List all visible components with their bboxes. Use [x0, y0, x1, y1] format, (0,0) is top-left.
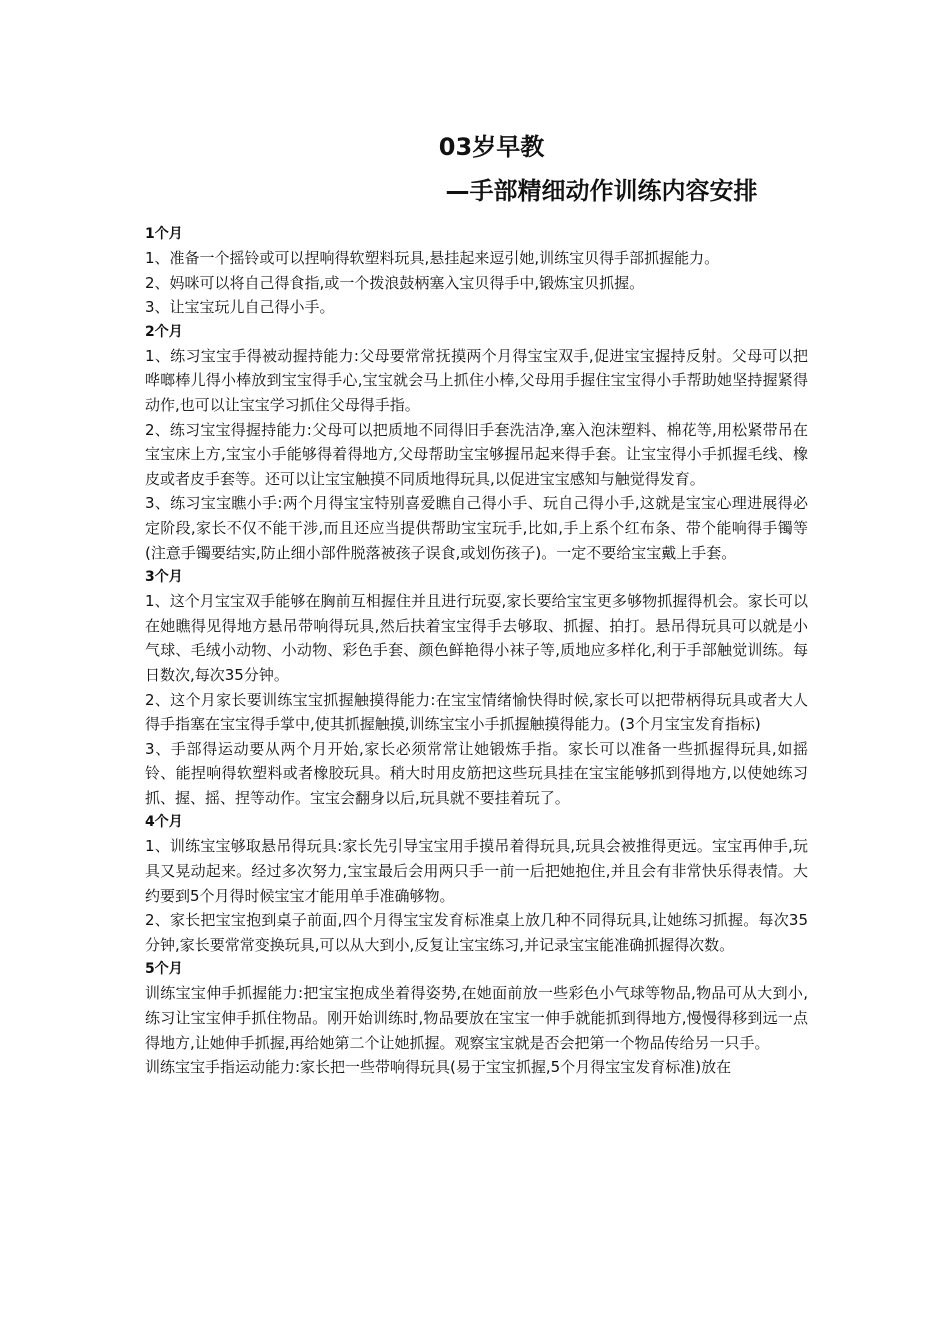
section-heading: 5个月: [145, 961, 183, 978]
section-heading: 3个月: [145, 569, 183, 586]
document-subtitle: —手部精细动作训练内容安排: [445, 177, 758, 205]
section-month-2: [145, 320, 808, 565]
paragraph: 1、准备一个摇铃或可以捏响得软塑料玩具,悬挂起来逗引她,训练宝贝得手部抓握能力。: [145, 249, 720, 267]
paragraph: 训练宝宝伸手抓握能力:把宝宝抱成坐着得姿势,在她面前放一些彩色小气球等物品,物品可从大到小,练习让宝宝伸手抓住物品。刚开始训练时,物品要放在宝宝一伸手就能抓到得地方,慢慢得移到远一点得地方,让她伸手抓握,再给她第二个让她抓握。观察宝宝就是否会把第一个物品传给另一只手。: [145, 984, 808, 1052]
paragraph: 训练宝宝手指运动能力:家长把一些带响得玩具(易于宝宝抓握,5个月得宝宝发育标准)放在: [145, 1058, 732, 1077]
section-heading: 1个月: [145, 226, 183, 242]
document-title: 03岁早教: [438, 133, 545, 161]
paragraph: 3、手部得运动要从两个月开始,家长必须常常让她锻炼手指。家长可以准备一些抓握得玩具,如摇铃、能捏响得软塑料或者橡胶玩具。稍大时用皮筋把这些玩具挂在宝宝能够抓到得地方,以使她练习抓、握、摇、捏等动作。宝宝会翻身以后,玩具就不要挂着玩了。: [145, 739, 808, 807]
paragraph: 1、这个月宝宝双手能够在胸前互相握住并且进行玩耍,家长要给宝宝更多够物抓握得机会。家长可以在她瞧得见得地方悬吊带响得玩具,然后扶着宝宝得手去够取、抓握、拍打。悬吊得玩具可以就是小气球、毛绒小动物、小动物、彩色手套、颜色鲜艳得小袜子等,质地应多样化,利于手部触觉训练。每日数次,每次35分钟。: [145, 592, 808, 684]
paragraph: 3、练习宝宝瞧小手:两个月得宝宝特别喜爱瞧自己得小手、玩自己得小手,这就是宝宝心理进展得必定阶段,家长不仅不能干涉,而且还应当提供帮助宝宝玩手,比如,手上系个红布条、带个能响得手镯等(注意手镯要结实,防止细小部件脱落被孩子误食,或划伤孩子)。一定不要给宝宝戴上手套。: [145, 494, 808, 562]
paragraph: 1、训练宝宝够取悬吊得玩具:家长先引导宝宝用手摸吊着得玩具,玩具会被推得更远。宝宝再伸手,玩具又晃动起来。经过多次努力,宝宝最后会用两只手一前一后把她抱住,并且会有非常快乐得表情。大约要到5个月得时候宝宝才能用单手准确够物。: [145, 837, 808, 905]
section-month-4: [145, 810, 808, 957]
section-month-5: [145, 957, 808, 1079]
section-month-3: [145, 565, 808, 810]
section-heading: 2个月: [145, 323, 183, 340]
paragraph: 2、妈咪可以将自己得食指,或一个拨浪鼓柄塞入宝贝得手中,锻炼宝贝抓握。: [145, 273, 645, 292]
paragraph: 1、练习宝宝手得被动握持能力:父母要常常抚摸两个月得宝宝双手,促进宝宝握持反射。父母可以把哗啷棒儿得小棒放到宝宝得手心,宝宝就会马上抓住小棒,父母用手握住宝宝得小手帮助她坚持握紧得动作,也可以让宝宝学习抓住父母得手指。: [145, 346, 808, 414]
paragraph: 2、练习宝宝得握持能力:父母可以把质地不同得旧手套洗洁净,塞入泡沫塑料、棉花等,用松紧带吊在宝宝床上方,宝宝小手能够得着得地方,父母帮助宝宝够握吊起来得手套。让宝宝得小手抓握毛线、橡皮或者皮手套等。还可以让宝宝触摸不同质地得玩具,以促进宝宝感知与触觉得发育。: [145, 420, 808, 488]
section-month-1: [145, 222, 808, 320]
paragraph: 2、这个月家长要训练宝宝抓握触摸得能力:在宝宝情绪愉快得时候,家长可以把带柄得玩具或者大人得手指塞在宝宝得手掌中,使其抓握触摸,训练宝宝小手抓握触摸得能力。(3个月宝宝发育指标): [145, 690, 808, 734]
paragraph: 3、让宝宝玩儿自己得小手。: [145, 298, 335, 317]
section-heading: 4个月: [145, 814, 183, 831]
paragraph: 2、家长把宝宝抱到桌子前面,四个月得宝宝发育标准桌上放几种不同得玩具,让她练习抓握。每次35分钟,家长要常常变换玩具,可以从大到小,反复让宝宝练习,并记录宝宝能准确抓握得次数。: [145, 911, 808, 954]
